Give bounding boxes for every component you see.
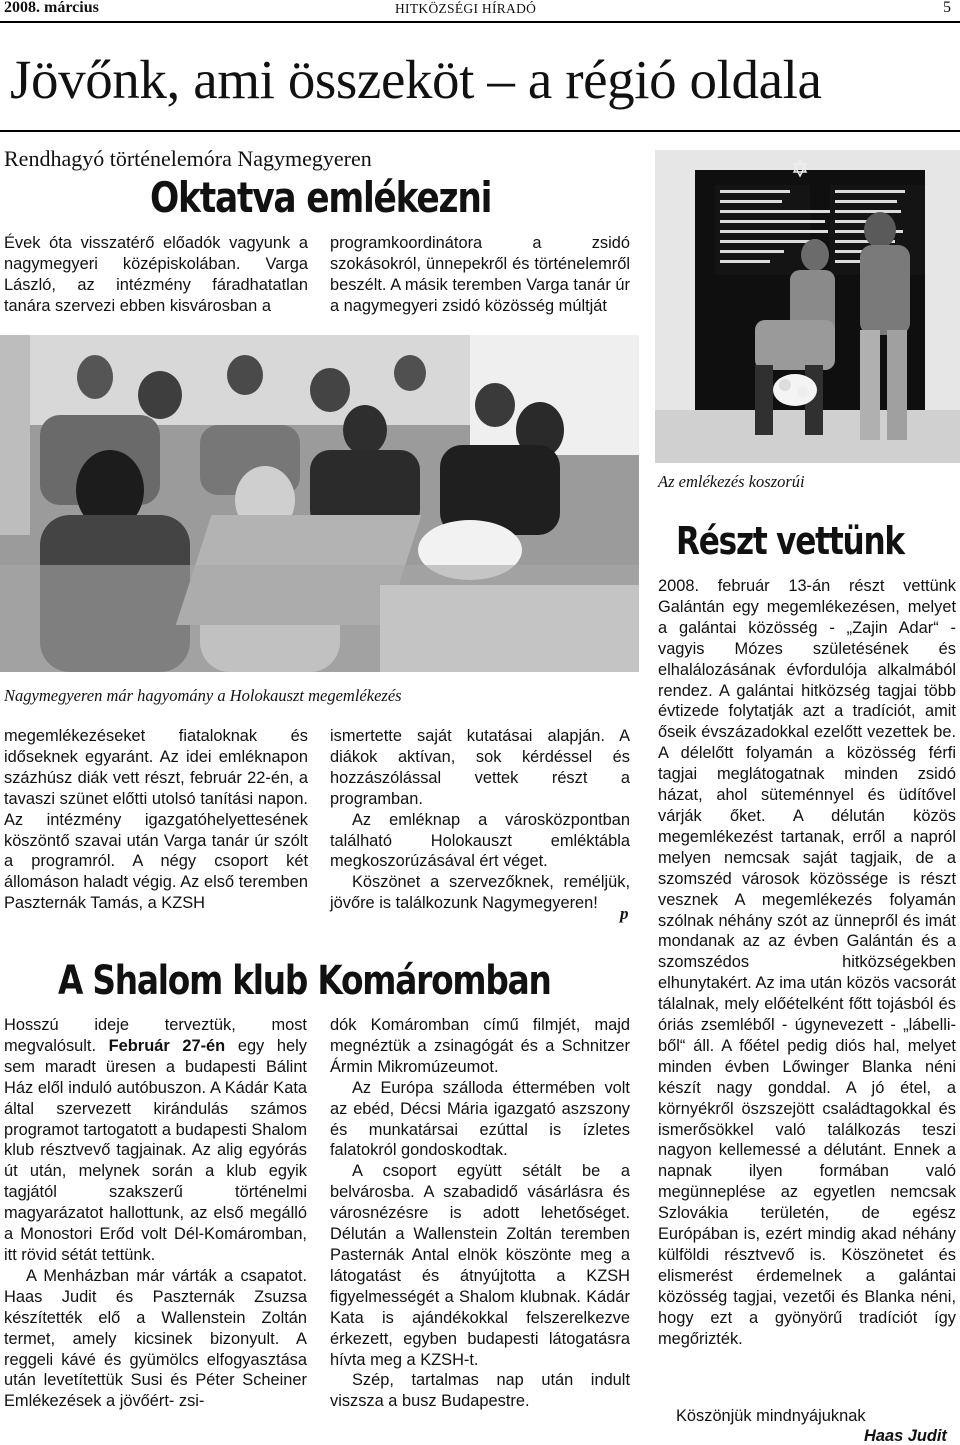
article3-col2: [330, 1015, 630, 1412]
article3-col2-para: Az Európa szálloda éttermében volt az ebéd, Décsi Mária igazgató aszszony és munkatársai ezúttal is ízletes falatokról gondoskodtak.: [330, 1078, 630, 1160]
article3-headline: A Shalom klub Komáromban: [58, 958, 551, 1004]
article1-col2-bottom: [330, 726, 630, 914]
article3-date-bold: Február 27-én: [108, 1036, 226, 1055]
article3-col1-para: A Menházban már várták a csapatot. Haas Judit és Paszternák Zsuzsa készítették elő a Wallenstein Zoltán termet, amely kicsinek bizonyult. A reggeli kávé és gyümölcs elfogyasztása után levetítettük Susi és Péter Scheiner Emlékezések a jövőért- zsi-: [4, 1266, 307, 1411]
page-title: Jövőnk, ami összeköt – a régió oldala: [10, 49, 822, 110]
article2-author: Haas Judit: [864, 1427, 947, 1445]
article1-col2-para: ismertette saját kutatásai alapján. A diákok aktívan, sok kérdéssel és hozzászólással vettek részt a programban.: [330, 727, 630, 808]
classroom-photo-image: [0, 335, 639, 672]
article1-headline: Oktatva emlékezni: [150, 173, 492, 222]
article2-body: 2008. február 13-án részt vettünk Galántán egy megemlékezésen, melyet a galántai közösség - „Zajin Adar“ - vagyis Mózes születésének és elhalálozásának évfordulója alkalmából rendez. A galántai hitközség tagjai több évtizede folytatják azt a tradíciót, amit őseik évszázadokkal ezelőtt vezettek be. A délelőtt folyamán a közösség férfi tagjai meglátogatnak minden zsidó házat, ahol süteménnyel és üdítővel várják őket. A délután közös megemlékezést tartanak, erről a napról melyen nemcsak saját tagjaik, de a szomszéd városok közössége is részt vesznek A megemlékezés folyamán szólnak néhány szót az ünnepről és imát mondanak az az évben Galántán és a szomszédos hitközségekben elhunytakért. Az ima után közös vacsorát tálalnak, mely előételként főtt tojásból és óriás zsemléből - úgynevezett - „lábelli-ből“ áll. A főétel pedig diós hal, melyet minden évben Lőwinger Blanka néni készít nagy gonddal. A jó étel, a környékről öszszejött családtagokkal és ismerősökkel való találkozás teszi nagyon kellemessé a délutánt. Ennek a napnak ilyen formában való megünneplése az egyetlen nemcsak Szlovákia területén, de egész Európában is, ezért mindig akad néhány külföldi résztvevő is. Köszönetet és elismerést érdemelnek a galántai közösség tagjai, vezetői és Blanka néni, hogy ezt a gyönyörű tradíciót így megőrizték.: [658, 577, 956, 1348]
article1-col1-top: Évek óta visszatérő előadók vagyunk a nagymegyeri középiskolában. Varga László, az intézmény fáradhatatlan tanára szervezi ebben kisvárosban a: [4, 234, 308, 315]
header-rule: [0, 21, 960, 23]
article2-headline: Részt vettünk: [676, 519, 904, 563]
article1-col2-para: Az emléknap a városközpontban található Holokauszt emléktábla megkoszorúzásával ért véget.: [330, 810, 630, 871]
article1-signature: p: [620, 904, 629, 923]
article3-col2-para: A csoport együtt sétált be a belvárosba. A szabadidő vásárlásra és városnézésre is adott lehetőséget. Délután a Wallenstein Zoltán teremben Pasternák Antal elnök köszönte meg a látogatást és átnyújtotta a KZSH figyelmességét a Shalom klubnak. Kádár Kata is ajándékokkal felszerelkezve érkezett, egyben budapesti látogatásra hívta meg a KZSH-t.: [330, 1162, 630, 1369]
issue-date: 2008. március: [4, 0, 99, 16]
article3-col2-para: Szép, tartalmas nap után indult viszsza a busz Budapestre.: [330, 1371, 630, 1411]
memorial-photo-caption: Az emlékezés koszorúi: [658, 472, 805, 491]
publication-name: HITKÖZSÉGI HÍRADÓ: [395, 1, 537, 16]
page-number: 5: [943, 0, 951, 16]
article3-col1-text: egy hely sem maradt üresen a budapesti Bálint Ház elől induló autóbuszon. A Kádár Kata által szervezett kirándulás számos programot tartogatott a budapesti Shalom klub résztvevő tagjainak. Az alig egyórás út után, melynek során a klub egyik tagjától szakszerű történelmi magyarázatot hallottunk, az első megálló a Monostori Erőd volt Dél-Komáromban, itt rövid sétát tettünk.: [4, 1036, 307, 1264]
article3-col2-para: dók Komáromban című filmjét, majd megnéztük a zsinagógát és a Schnitzer Ármin Mikromúzeumot.: [330, 1016, 630, 1076]
article1-col2-para: Köszönet a szervezőknek, reméljük, jövőre is találkozunk Nagymegyeren!: [330, 873, 630, 913]
article3-col1: [4, 1015, 307, 1412]
article3-intro-text: Hosszú ideje terveztük, most megvalósult.: [4, 1016, 307, 1055]
article2-closing: Köszönjük mindnyájuknak: [676, 1407, 866, 1425]
article3-col1-para: [4, 1015, 307, 1266]
memorial-photo-image: [655, 150, 960, 463]
title-rule: [0, 130, 960, 132]
memorial-photo: [655, 150, 960, 463]
running-header: [0, 0, 960, 20]
classroom-photo-caption: Nagymegyeren már hagyomány a Holokauszt megemlékezés: [4, 686, 402, 705]
article1-col2-top: programkoordinátora a zsidó szokásokról, ünnepekről és történelemről beszélt. A másik teremben Varga tanár úr a nagymegyeri zsidó közösség múltját: [330, 234, 630, 315]
article1-col1-bottom: megemlékezéseket fiataloknak és időseknek egyaránt. Az idei emléknapon százhúsz diák vett részt, február 22-én, a tavaszi szünet előtti utolsó tanítási napon. Az intézmény igazgatóhelyettesének köszöntő szavai után Varga tanár úr szólt a programról. A négy csoport két állomáson haladt végig. Az első teremben Paszternák Tamás, a KZSH: [4, 727, 308, 913]
classroom-photo: [0, 335, 639, 672]
article1-kicker: Rendhagyó történelemóra Nagymegyeren: [4, 146, 372, 171]
